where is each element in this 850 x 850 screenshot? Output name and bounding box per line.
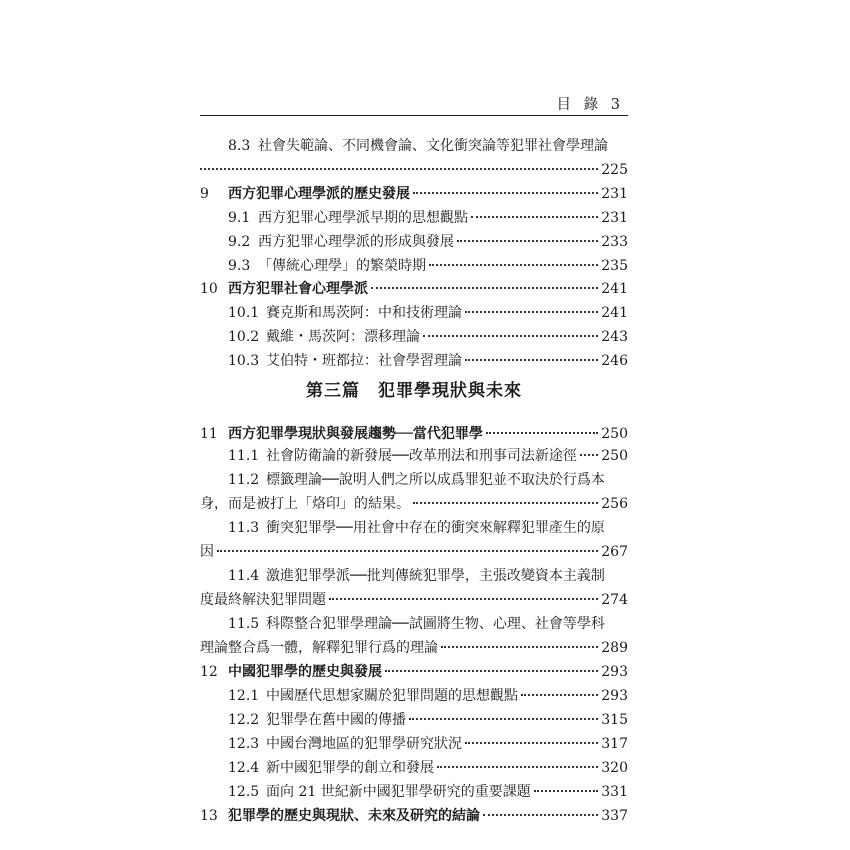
dot-leader xyxy=(329,598,598,600)
entry-number: 12 xyxy=(200,664,218,680)
dot-leader xyxy=(486,432,598,434)
entry-page: 293 xyxy=(601,688,628,704)
entry-title: 中國台灣地區的犯罪學研究狀況 xyxy=(266,736,462,752)
toc-entry xyxy=(228,136,608,156)
entry-page: 317 xyxy=(601,736,628,752)
toc-entry xyxy=(228,470,605,490)
part-heading: 第三篇 犯罪學現狀與未來 xyxy=(306,381,522,401)
toc-entry xyxy=(228,758,628,778)
entry-title-continued: 度最終解決犯罪問題 xyxy=(200,592,326,608)
dot-leader xyxy=(413,502,598,504)
toc-chapter xyxy=(200,806,628,826)
dot-leader xyxy=(217,550,598,552)
entry-title-continued: 理論整合爲一體，解釋犯罪行爲的理論 xyxy=(200,640,438,656)
entry-number: 9.2 xyxy=(228,234,251,250)
entry-page: 331 xyxy=(601,784,628,800)
entry-title: 社會失範論、不同機會論、文化衝突論等犯罪社會學理論 xyxy=(258,138,608,154)
dot-leader xyxy=(465,311,598,313)
entry-title: 戴維・馬茨阿：漂移理論 xyxy=(266,329,420,345)
entry-page: 225 xyxy=(601,162,628,178)
entry-title: 中國犯罪學的歷史與發展 xyxy=(228,664,382,680)
toc-chapter xyxy=(200,184,628,204)
entry-number: 13 xyxy=(200,808,218,824)
dot-leader xyxy=(521,694,598,696)
entry-title: 中國歷代思想家關於犯罪問題的思想觀點 xyxy=(266,688,518,704)
entry-page: 267 xyxy=(601,544,628,560)
entry-number: 12.5 xyxy=(228,784,260,800)
entry-page: 256 xyxy=(601,496,628,512)
toc-entry xyxy=(228,614,605,634)
dot-leader xyxy=(441,646,598,648)
dot-leader xyxy=(483,814,598,816)
toc-entry xyxy=(228,208,628,228)
entry-page: 289 xyxy=(601,640,628,656)
toc-entry xyxy=(228,782,628,802)
toc-entry-continuation xyxy=(200,160,628,180)
entry-number: 8.3 xyxy=(228,138,251,154)
toc-entry xyxy=(228,734,628,754)
dot-leader xyxy=(423,335,598,337)
entry-title: 衝突犯罪學──用社會中存在的衝突來解釋犯罪產生的原 xyxy=(266,520,605,536)
entry-number: 11.1 xyxy=(228,448,260,464)
toc-entry-continuation xyxy=(200,494,628,514)
entry-title-continued: 因 xyxy=(200,544,214,560)
entry-title: 艾伯特・班都拉：社會學習理論 xyxy=(266,353,462,369)
entry-title: 犯罪學的歷史與現狀、未來及研究的結論 xyxy=(228,808,480,824)
entry-number: 10.1 xyxy=(228,305,260,321)
entry-number: 9.1 xyxy=(228,210,251,226)
entry-page: 250 xyxy=(601,448,628,464)
entry-number: 12.2 xyxy=(228,712,260,728)
entry-page: 246 xyxy=(601,353,628,369)
page-header xyxy=(200,93,628,116)
entry-title: 西方犯罪心理學派的歷史發展 xyxy=(228,186,410,202)
entry-title: 西方犯罪社會心理學派 xyxy=(228,281,368,297)
toc-entry xyxy=(228,518,605,538)
entry-number: 10.3 xyxy=(228,353,260,369)
entry-number: 11.2 xyxy=(228,472,260,488)
entry-page: 274 xyxy=(601,592,628,608)
entry-number: 10.2 xyxy=(228,329,260,345)
entry-title: 犯罪學在舊中國的傳播 xyxy=(266,712,406,728)
entry-title: 社會防衛論的新發展──改革刑法和刑事司法新途徑 xyxy=(266,448,577,464)
toc-entry xyxy=(228,710,628,730)
entry-number: 12.1 xyxy=(228,688,260,704)
dot-leader xyxy=(457,240,598,242)
entry-title: 賽克斯和馬茨阿：中和技術理論 xyxy=(266,305,462,321)
entry-number: 11.5 xyxy=(228,616,260,632)
dot-leader xyxy=(465,359,598,361)
toc-entry xyxy=(228,351,628,371)
toc-chapter xyxy=(200,424,628,444)
entry-number: 11 xyxy=(200,426,218,442)
entry-number: 9 xyxy=(200,186,209,202)
toc-entry xyxy=(228,686,628,706)
entry-page: 231 xyxy=(601,186,628,202)
dot-leader xyxy=(371,287,598,289)
entry-number: 9.3 xyxy=(228,258,251,274)
entry-title-continued: 身，而是被打上「烙印」的結果。 xyxy=(200,496,410,512)
toc-entry xyxy=(228,566,605,586)
dot-leader xyxy=(385,670,598,672)
running-header: 目 錄 3 xyxy=(556,97,624,113)
entry-title: 西方犯罪心理學派的形成與發展 xyxy=(258,234,454,250)
entry-page: 337 xyxy=(601,808,628,824)
entry-title: 西方犯罪心理學派早期的思想觀點 xyxy=(258,210,468,226)
entry-page: 293 xyxy=(601,664,628,680)
entry-page: 235 xyxy=(601,258,628,274)
toc-entry xyxy=(228,446,628,466)
entry-page: 320 xyxy=(601,760,628,776)
toc-entry xyxy=(228,256,628,276)
toc-chapter xyxy=(200,662,628,682)
dot-leader xyxy=(580,454,598,456)
dot-leader xyxy=(437,766,598,768)
dot-leader xyxy=(200,168,598,170)
entry-title: 激進犯罪學派──批判傳統犯罪學，主張改變資本主義制 xyxy=(266,568,605,584)
entry-number: 10 xyxy=(200,281,218,297)
dot-leader xyxy=(429,264,598,266)
dot-leader xyxy=(471,216,598,218)
entry-title: 科際整合犯罪學理論──試圖將生物、心理、社會等學科 xyxy=(266,616,605,632)
dot-leader xyxy=(409,718,598,720)
entry-page: 241 xyxy=(601,305,628,321)
entry-page: 250 xyxy=(601,426,628,442)
entry-title: 「傳統心理學」的繁榮時期 xyxy=(258,258,426,274)
toc-entry xyxy=(228,327,628,347)
entry-number: 11.3 xyxy=(228,520,260,536)
entry-title: 新中國犯罪學的創立和發展 xyxy=(266,760,434,776)
entry-number: 12.4 xyxy=(228,760,260,776)
entry-number: 12.3 xyxy=(228,736,260,752)
toc-entry-continuation xyxy=(200,590,628,610)
toc-entry xyxy=(228,303,628,323)
entry-page: 231 xyxy=(601,210,628,226)
entry-page: 233 xyxy=(601,234,628,250)
dot-leader xyxy=(534,790,599,792)
toc-entry xyxy=(228,232,628,252)
dot-leader xyxy=(465,742,598,744)
entry-page: 243 xyxy=(601,329,628,345)
dot-leader xyxy=(413,192,598,194)
entry-title: 面向 21 世紀新中國犯罪學研究的重要課題 xyxy=(266,784,531,800)
entry-page: 241 xyxy=(601,281,628,297)
toc-chapter xyxy=(200,279,628,299)
entry-number: 11.4 xyxy=(228,568,260,584)
toc-entry-continuation xyxy=(200,542,628,562)
entry-title: 標籤理論──說明人們之所以成爲罪犯並不取決於行爲本 xyxy=(266,472,605,488)
entry-title: 西方犯罪學現狀與發展趨勢──當代犯罪學 xyxy=(228,426,483,442)
toc-entry-continuation xyxy=(200,638,628,658)
entry-page: 315 xyxy=(601,712,628,728)
